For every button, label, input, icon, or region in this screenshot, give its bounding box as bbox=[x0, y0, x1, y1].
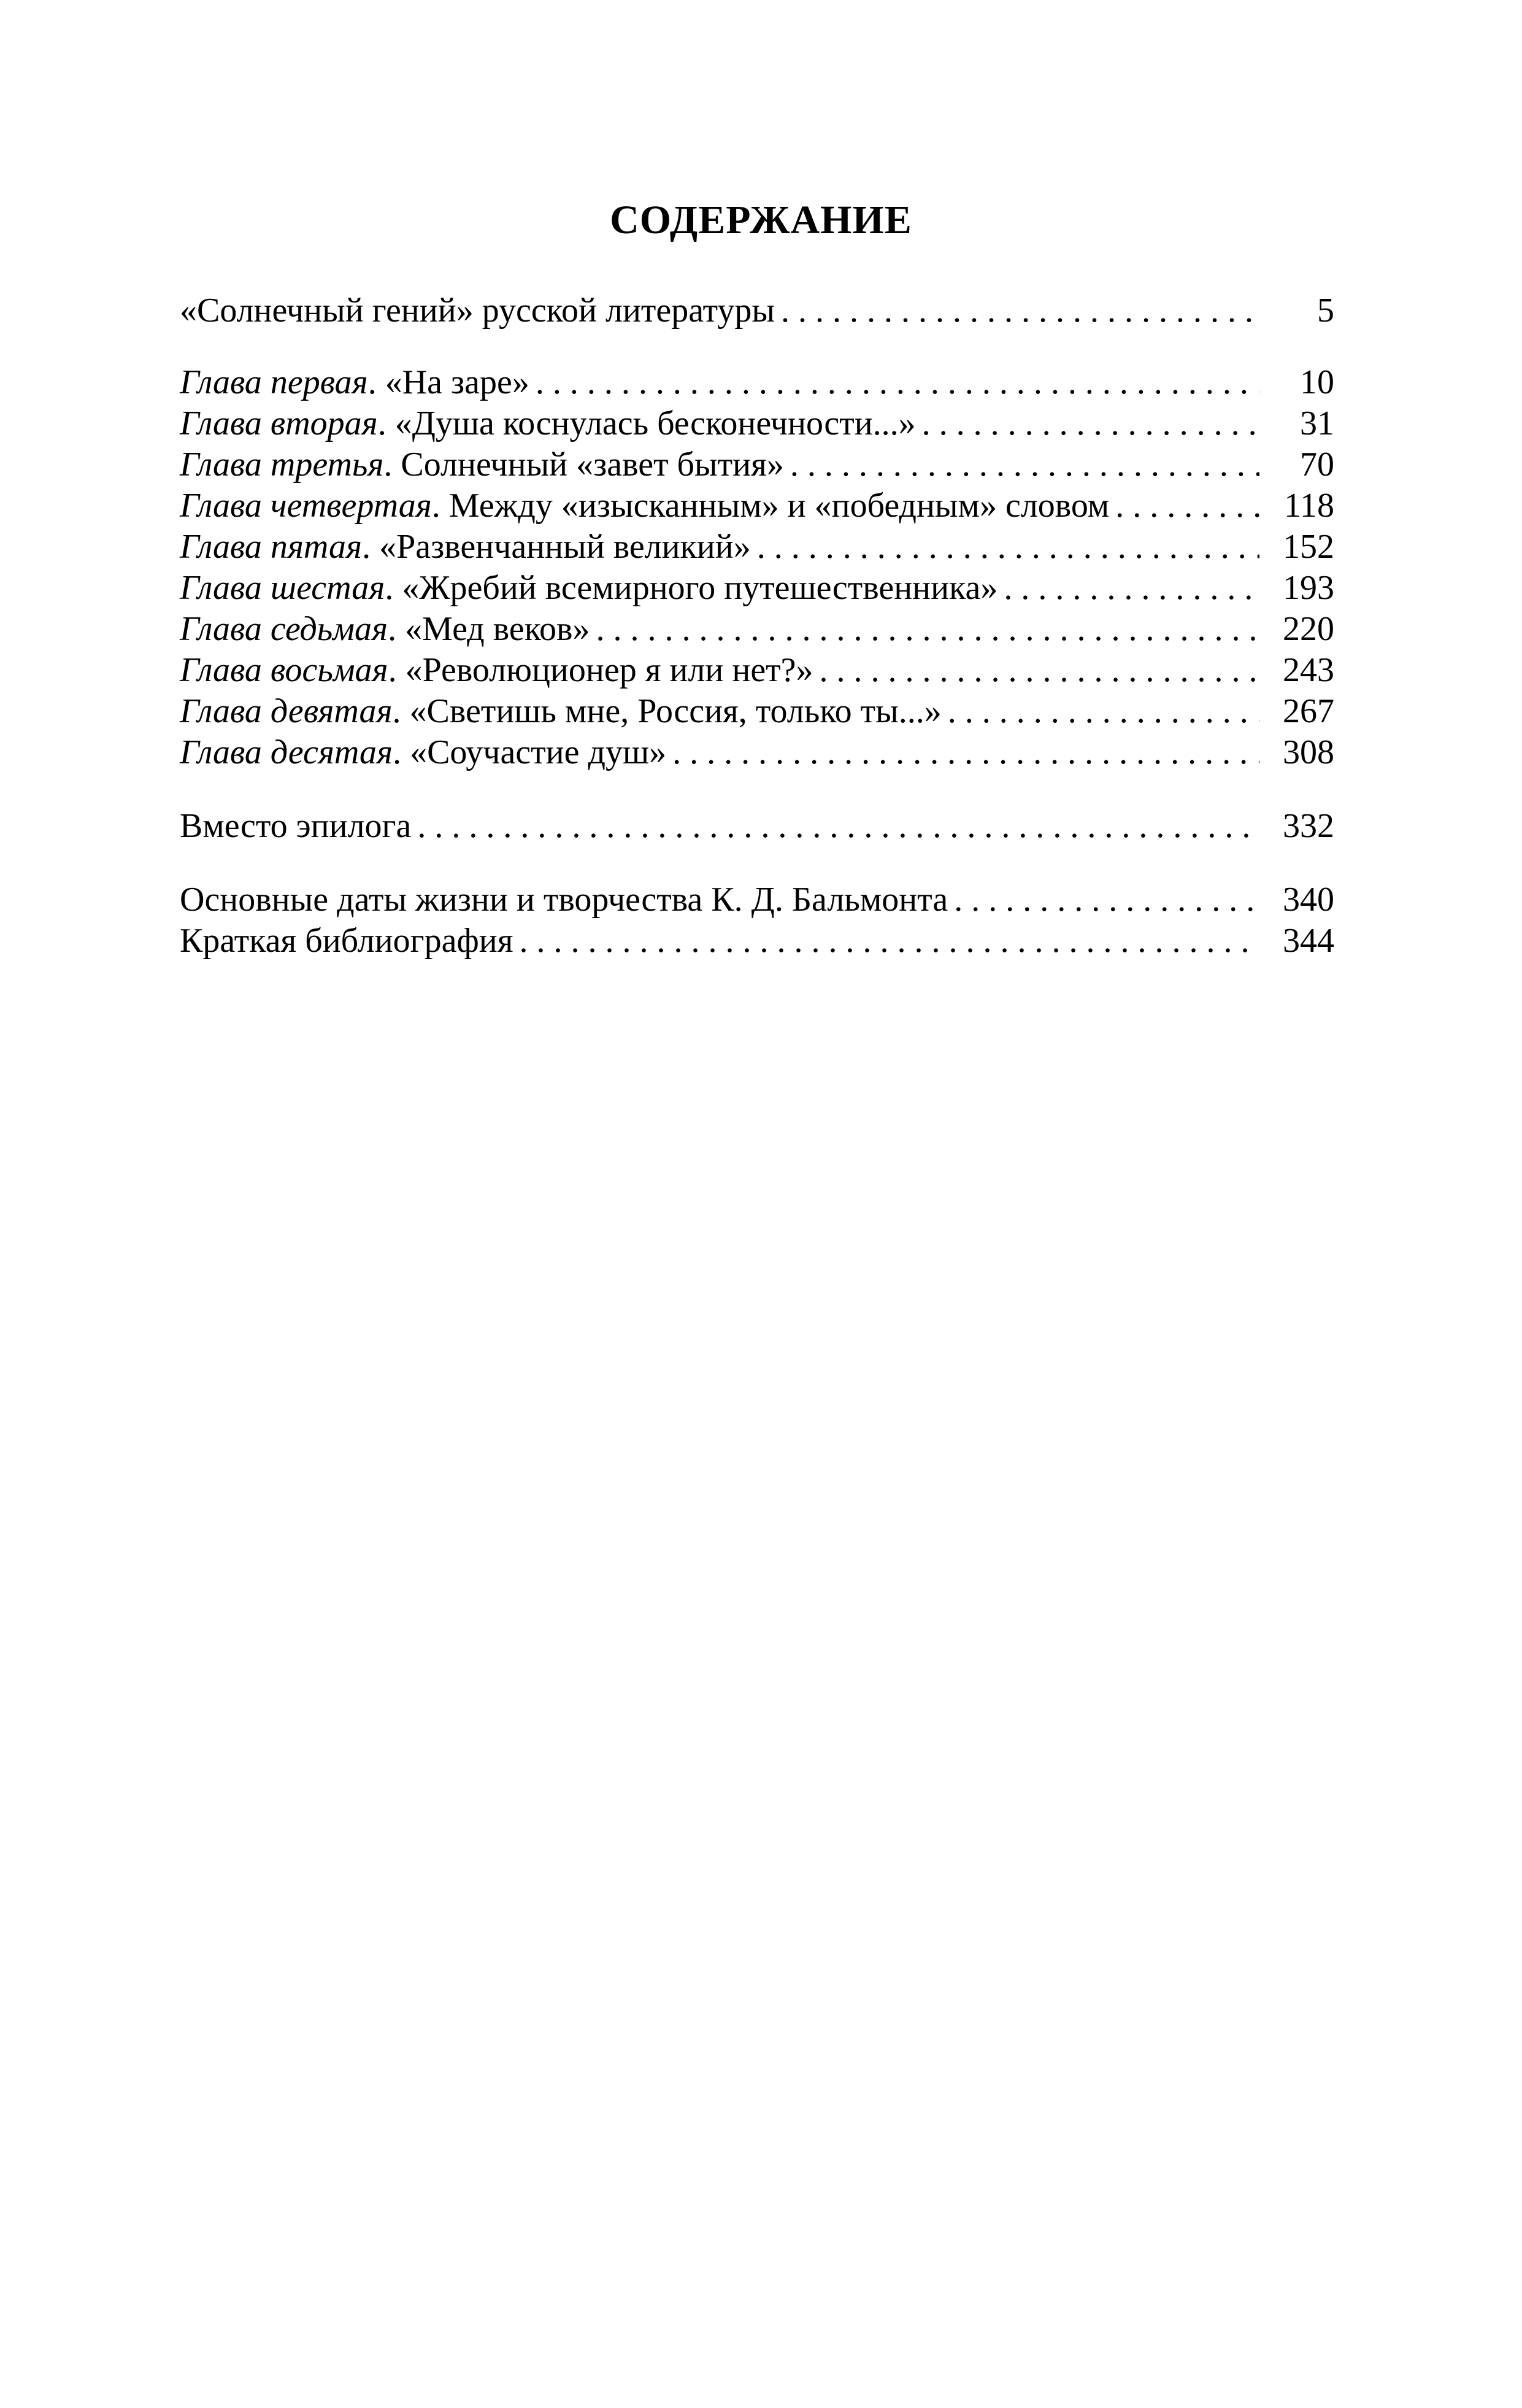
toc-entry-chapter-1 bbox=[180, 362, 1334, 403]
toc-entry-title bbox=[180, 290, 775, 331]
chapter-number: Глава девятая bbox=[180, 692, 393, 730]
toc-entry-epilogue bbox=[180, 806, 1334, 846]
toc-entry-chapter-2 bbox=[180, 403, 1334, 444]
toc-entry-chronology bbox=[180, 879, 1334, 920]
page-number: 10 bbox=[1300, 363, 1334, 401]
page-number: 332 bbox=[1283, 807, 1334, 845]
toc-entry-chapter-6 bbox=[180, 568, 1334, 608]
chapter-title: . «Соучастие душ» bbox=[393, 733, 667, 771]
page-number: 152 bbox=[1283, 528, 1334, 566]
chapter-title: . Между «изысканным» и «победным» словом bbox=[431, 487, 1110, 525]
dot-leader bbox=[596, 609, 1260, 649]
toc-entry-title bbox=[180, 444, 784, 485]
toc-entry-chapter-4 bbox=[180, 485, 1334, 526]
dot-leader bbox=[1115, 485, 1259, 526]
toc-entry-title bbox=[180, 568, 997, 608]
toc-entry-chapter-9 bbox=[180, 691, 1334, 731]
page-title: СОДЕРЖАНИЕ bbox=[610, 198, 912, 243]
dot-leader bbox=[520, 920, 1259, 961]
toc-entry-title bbox=[180, 362, 529, 403]
dot-leader bbox=[922, 403, 1259, 444]
chapter-title: Вместо эпилога bbox=[180, 807, 412, 845]
toc-entry-title bbox=[180, 609, 590, 649]
dot-leader bbox=[757, 527, 1259, 567]
dot-leader bbox=[820, 650, 1259, 690]
toc-entry-chapter-7 bbox=[180, 609, 1334, 649]
toc-entry-title bbox=[180, 485, 1109, 526]
toc-entry-intro bbox=[180, 290, 1334, 331]
chapter-title: . «На заре» bbox=[367, 363, 529, 401]
page-number: 193 bbox=[1283, 569, 1334, 607]
toc-entry-title bbox=[180, 920, 513, 961]
chapter-title: . «Развенчанный великий» bbox=[362, 528, 751, 566]
dot-leader bbox=[672, 732, 1259, 773]
toc-entry-chapter-5 bbox=[180, 527, 1334, 567]
dot-leader bbox=[536, 362, 1259, 403]
chapter-title: . «Жребий всемирного путешественника» bbox=[385, 569, 998, 607]
dot-leader bbox=[781, 290, 1259, 331]
chapter-title: . Солнечный «завет бытия» bbox=[383, 446, 784, 484]
dot-leader bbox=[954, 879, 1259, 920]
chapter-number: Глава шестая bbox=[180, 569, 385, 607]
chapter-number: Глава первая bbox=[180, 363, 368, 401]
toc-entry-bibliography bbox=[180, 920, 1334, 961]
dot-leader bbox=[1004, 568, 1259, 608]
page-number: 243 bbox=[1283, 651, 1334, 689]
dot-leader bbox=[417, 806, 1259, 846]
chapter-number: Глава вторая bbox=[180, 404, 378, 442]
page-number: 118 bbox=[1284, 487, 1334, 525]
chapter-title: . «Душа коснулась бесконечности...» bbox=[377, 404, 916, 442]
page-number: 267 bbox=[1283, 692, 1334, 730]
page-number: 31 bbox=[1300, 404, 1334, 442]
page-number: 5 bbox=[1317, 291, 1334, 330]
chapter-title: . «Светишь мне, Россия, только ты...» bbox=[392, 692, 942, 730]
chapter-number: Глава восьмая bbox=[180, 651, 388, 689]
chapter-number: Глава десятая bbox=[180, 733, 393, 771]
toc-entry-chapter-10 bbox=[180, 732, 1334, 773]
toc-entry-title bbox=[180, 527, 751, 567]
toc-entry-title bbox=[180, 691, 942, 731]
toc-entry-title bbox=[180, 650, 813, 690]
chapter-title: Основные даты жизни и творчества К. Д. Бальмонта bbox=[180, 881, 948, 919]
toc-entry-chapter-3 bbox=[180, 444, 1334, 485]
chapter-title: . «Мед веков» bbox=[388, 610, 590, 648]
chapter-number: Глава пятая bbox=[180, 528, 363, 566]
chapter-title: «Солнечный гений» русской литературы bbox=[180, 291, 775, 330]
toc-entry-chapter-8 bbox=[180, 650, 1334, 690]
dot-leader bbox=[790, 444, 1259, 485]
toc-entry-title bbox=[180, 806, 411, 846]
toc-entry-title bbox=[180, 403, 916, 444]
chapter-title: . «Революционер я или нет?» bbox=[388, 651, 813, 689]
chapter-number: Глава четвертая bbox=[180, 487, 432, 525]
page-number: 308 bbox=[1283, 733, 1334, 771]
toc-entry-title bbox=[180, 732, 666, 773]
page-number: 70 bbox=[1300, 446, 1334, 484]
page-number: 344 bbox=[1283, 922, 1334, 960]
toc-entry-title bbox=[180, 879, 948, 920]
chapter-number: Глава седьмая bbox=[180, 610, 388, 648]
dot-leader bbox=[948, 691, 1259, 731]
chapter-title: Краткая библиография bbox=[180, 922, 513, 960]
page-number: 220 bbox=[1283, 610, 1334, 648]
chapter-number: Глава третья bbox=[180, 446, 384, 484]
page-number: 340 bbox=[1283, 881, 1334, 919]
